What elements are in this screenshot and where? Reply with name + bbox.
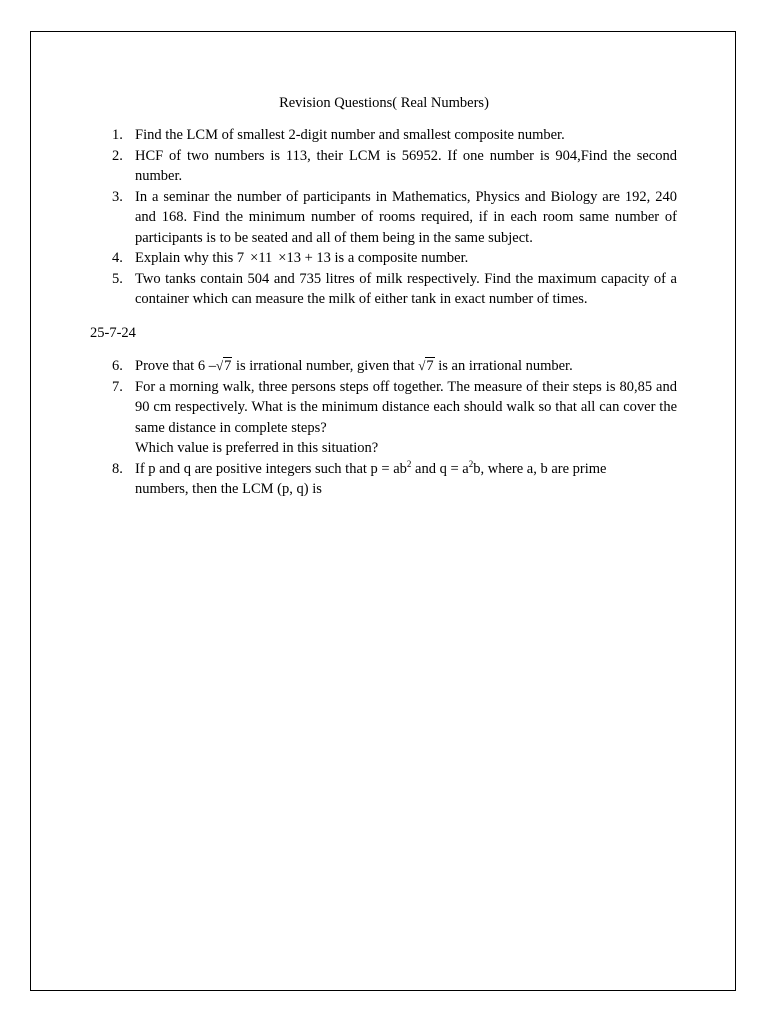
question-text: Two tanks contain 504 and 735 litres of milk respectively. Find the maximum capacity of a container which can measure the milk of either tank in exact number of times. [135, 270, 677, 307]
date-label: 25-7-24 [90, 325, 136, 341]
question-text: HCF of two numbers is 113, their LCM is 56952. If one number is 904,Find the second number. [135, 147, 677, 184]
question-item [0, 377, 768, 459]
question-number: 2. [112, 147, 123, 164]
question-text: For a morning walk, three persons steps off together. The measure of their steps is 80,85 and 90 cm respectively. What is the minimum distance each should walk so that all can cover the same distance in complete steps? [135, 378, 677, 436]
question-text [135, 248, 677, 269]
question-number: 1. [112, 127, 123, 143]
question-number: 6. [112, 358, 123, 374]
question-item [0, 125, 768, 146]
square-root-symbol: √7 [215, 358, 232, 374]
question-text-part: Explain why this 7 [135, 250, 245, 266]
question-item [0, 459, 768, 500]
question-text-part: ×13 + 13 is a composite number. [278, 250, 469, 266]
question-number: 8. [112, 460, 123, 477]
radicand: 7 [426, 358, 434, 374]
question-text: In a seminar the number of participants in Mathematics, Physics and Biology are 192, 240 and 168. Find the minimum number of rooms required, if in each room same number of participants is to be seated and all of them being in the same subject. [135, 188, 677, 246]
question-number: 3. [112, 188, 123, 205]
question-text-part: Prove that 6 – [135, 358, 216, 374]
question-text [135, 459, 635, 500]
question-list-part2 [0, 356, 768, 500]
question-text-part: is irrational number, given that [232, 358, 419, 374]
question-number: 4. [112, 250, 123, 266]
question-text-part: If p and q are positive integers such that p = ab [135, 460, 407, 477]
question-item [0, 269, 768, 310]
question-text: Find the LCM of smallest 2-digit number and smallest composite number. [135, 127, 565, 143]
question-text [135, 356, 677, 377]
question-text-part: and q = a [411, 460, 469, 477]
question-item [0, 248, 768, 269]
radicand: 7 [224, 358, 232, 374]
question-number: 7. [112, 378, 123, 395]
question-item [0, 187, 768, 249]
question-item [0, 146, 768, 187]
question-text-part: b, where a, b are prime numbers, then the LCM (p, q) is [135, 460, 607, 497]
question-number: 5. [112, 270, 123, 287]
square-root-symbol: √7 [418, 358, 434, 374]
question-text-part: ×11 [250, 250, 273, 266]
question-followup: Which value is preferred in this situation? [135, 440, 379, 456]
question-item [0, 356, 768, 377]
question-text-part: is an irrational number. [434, 358, 573, 374]
page-title: Revision Questions( Real Numbers) [279, 95, 489, 111]
superscript: 2 [468, 458, 474, 469]
question-list-part1 [0, 125, 768, 310]
superscript: 2 [406, 458, 412, 469]
